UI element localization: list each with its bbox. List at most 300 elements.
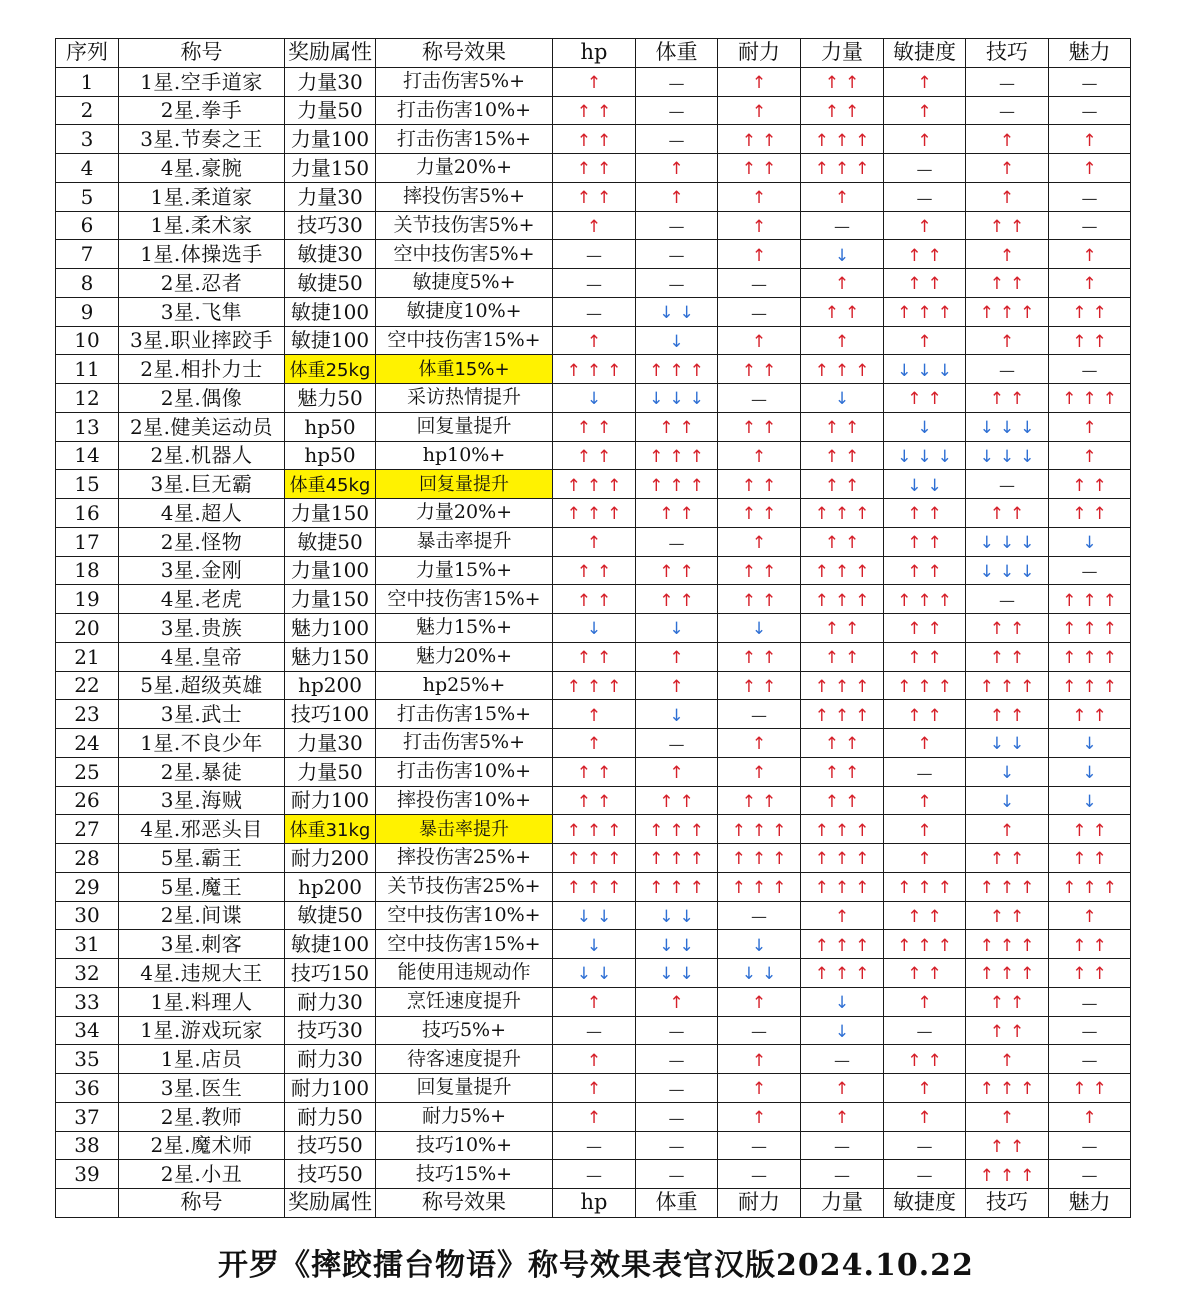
stat-stamina-cell: [718, 757, 801, 786]
up-arrow-icon: ↑: [937, 676, 952, 697]
up-arrow-icon: ↑: [597, 648, 612, 669]
table-row: [56, 1160, 1131, 1189]
up-arrow-icon: ↑: [772, 820, 787, 841]
stat-skill-cell: [966, 297, 1049, 326]
no-change-mark: —: [668, 734, 685, 754]
down-arrow-icon: ↓: [1010, 734, 1025, 755]
down-arrow-icon: ↓: [1082, 763, 1097, 784]
up-arrow-icon: ↑: [917, 791, 932, 812]
down-arrow-icon: ↓: [897, 360, 912, 381]
down-arrow-icon: ↓: [917, 360, 932, 381]
row-num: 13: [56, 412, 119, 441]
stat-stamina-cell: [718, 527, 801, 556]
up-arrow-icon: ↑: [989, 504, 1004, 525]
stat-weight-cell: [636, 297, 718, 326]
up-arrow-icon: ↑: [762, 561, 777, 582]
stat-agility-cell: [884, 211, 966, 240]
up-arrow-icon: ↑: [597, 159, 612, 180]
up-arrow-icon: ↑: [1102, 619, 1117, 640]
up-arrow-icon: ↑: [814, 964, 829, 985]
up-arrow-icon: ↑: [1082, 245, 1097, 266]
stat-charm-cell: [1049, 959, 1131, 988]
stat-stamina-cell: [718, 355, 801, 384]
title-name: 2星.小丑: [119, 1160, 285, 1189]
title-effect: 回复量提升: [376, 412, 553, 441]
stat-skill-cell: [966, 355, 1049, 384]
row-num: 38: [56, 1131, 119, 1160]
title-name: 3星.刺客: [119, 930, 285, 959]
down-arrow-icon: ↓: [1020, 533, 1035, 554]
footer-header-row: [56, 1189, 1131, 1218]
up-arrow-icon: ↑: [679, 791, 694, 812]
stat-agility-cell: [884, 959, 966, 988]
title-name: 2星.相扑力士: [119, 355, 285, 384]
no-change-mark: —: [916, 1022, 933, 1042]
up-arrow-icon: ↑: [855, 935, 870, 956]
stat-strength-cell: [801, 1131, 884, 1160]
up-arrow-icon: ↑: [814, 360, 829, 381]
up-arrow-icon: ↑: [1072, 475, 1087, 496]
up-arrow-icon: ↑: [597, 101, 612, 122]
row-num: 24: [56, 729, 119, 758]
up-arrow-icon: ↑: [927, 1050, 942, 1071]
row-num: 15: [56, 470, 119, 499]
stat-weight-cell: [636, 154, 718, 183]
stat-hp-cell: [553, 1016, 636, 1045]
up-arrow-icon: ↑: [731, 849, 746, 870]
stat-strength-cell: [801, 297, 884, 326]
stat-agility-cell: [884, 556, 966, 585]
stat-hp-cell: [553, 729, 636, 758]
table-row: [56, 96, 1131, 125]
up-arrow-icon: ↑: [597, 763, 612, 784]
no-change-mark: —: [586, 246, 602, 266]
table-row: [56, 527, 1131, 556]
table-row: [56, 125, 1131, 154]
stat-agility-cell: [884, 729, 966, 758]
up-arrow-icon: ↑: [989, 648, 1004, 669]
up-arrow-icon: ↑: [649, 360, 664, 381]
down-arrow-icon: ↓: [999, 763, 1015, 784]
table-row: [56, 930, 1131, 959]
up-arrow-icon: ↑: [1062, 619, 1077, 640]
up-arrow-icon: ↑: [607, 504, 622, 525]
stat-agility-cell: [884, 384, 966, 413]
title-name: 2星.偶像: [119, 384, 285, 413]
no-change-mark: —: [751, 1166, 767, 1186]
title-name: 4星.超人: [119, 499, 285, 528]
title-effect: [376, 470, 553, 499]
up-arrow-icon: ↑: [1082, 130, 1097, 151]
up-arrow-icon: ↑: [751, 734, 767, 755]
stat-skill-cell: [966, 844, 1049, 873]
no-change-mark: —: [1081, 562, 1098, 582]
stat-strength-cell: [801, 872, 884, 901]
no-change-mark: —: [999, 73, 1015, 93]
stat-strength-cell: [801, 1160, 884, 1189]
stat-agility-cell: [884, 844, 966, 873]
up-arrow-icon: ↑: [751, 878, 767, 899]
table-row: [56, 671, 1131, 700]
down-arrow-icon: ↓: [907, 475, 922, 496]
stat-weight-cell: [636, 412, 718, 441]
down-arrow-icon: ↓: [597, 964, 612, 985]
stat-hp-cell: [553, 297, 636, 326]
up-arrow-icon: ↑: [999, 676, 1015, 697]
row-num: 5: [56, 182, 119, 211]
header-effect: 称号效果: [376, 39, 553, 68]
down-arrow-icon: ↓: [999, 446, 1015, 467]
up-arrow-icon: ↑: [762, 159, 777, 180]
up-arrow-icon: ↑: [1072, 331, 1087, 352]
up-arrow-icon: ↑: [576, 446, 591, 467]
stat-charm-cell: [1049, 527, 1131, 556]
stat-stamina-cell: [718, 182, 801, 211]
stat-strength-cell: [801, 441, 884, 470]
up-arrow-icon: ↑: [586, 676, 602, 697]
row-num: 23: [56, 700, 119, 729]
no-change-mark: —: [999, 591, 1015, 611]
up-arrow-icon: ↑: [1072, 935, 1087, 956]
title-name: 3星.节奏之王: [119, 125, 285, 154]
stat-skill-cell: [966, 326, 1049, 355]
stat-strength-cell: [801, 844, 884, 873]
stat-hp-cell: [553, 1160, 636, 1189]
table-row: [56, 614, 1131, 643]
footer-header-weight: 体重: [636, 1189, 718, 1218]
up-arrow-icon: ↑: [917, 820, 932, 841]
up-arrow-icon: ↑: [845, 446, 860, 467]
reward-attribute: 力量30: [285, 729, 376, 758]
no-change-mark: —: [586, 1137, 602, 1157]
stat-hp-cell: [553, 269, 636, 298]
title-name: 1星.料理人: [119, 987, 285, 1016]
header-hp: hp: [553, 39, 636, 68]
up-arrow-icon: ↑: [999, 1165, 1015, 1186]
title-effect: 技巧15%+: [376, 1160, 553, 1189]
stat-weight-cell: [636, 1131, 718, 1160]
stat-agility-cell: [884, 700, 966, 729]
header-agility: 敏捷度: [884, 39, 966, 68]
stat-weight-cell: [636, 96, 718, 125]
up-arrow-icon: ↑: [979, 1165, 994, 1186]
title-effect: 打击伤害10%+: [376, 757, 553, 786]
reward-attribute: 敏捷50: [285, 901, 376, 930]
up-arrow-icon: ↑: [979, 1079, 994, 1100]
stat-skill-cell: [966, 499, 1049, 528]
up-arrow-icon: ↑: [999, 303, 1015, 324]
table-row: [56, 67, 1131, 96]
stat-weight-cell: [636, 441, 718, 470]
up-arrow-icon: ↑: [824, 101, 839, 122]
stat-strength-cell: [801, 240, 884, 269]
up-arrow-icon: ↑: [566, 504, 581, 525]
reward-attribute: 耐力50: [285, 1102, 376, 1131]
up-arrow-icon: ↑: [834, 159, 850, 180]
stat-hp-cell: [553, 987, 636, 1016]
down-arrow-icon: ↓: [834, 1021, 850, 1042]
stat-strength-cell: [801, 1102, 884, 1131]
title-name: 4星.豪腕: [119, 154, 285, 183]
stat-stamina-cell: [718, 441, 801, 470]
no-change-mark: —: [916, 763, 933, 783]
stat-agility-cell: [884, 297, 966, 326]
row-num: 18: [56, 556, 119, 585]
table-row: [56, 355, 1131, 384]
stat-agility-cell: [884, 614, 966, 643]
stat-strength-cell: [801, 269, 884, 298]
up-arrow-icon: ↑: [576, 101, 591, 122]
no-change-mark: —: [1081, 993, 1098, 1013]
table-row: [56, 556, 1131, 585]
title-effect: hp25%+: [376, 671, 553, 700]
title-name: 2星.忍者: [119, 269, 285, 298]
up-arrow-icon: ↑: [917, 130, 932, 151]
reward-attribute: [285, 470, 376, 499]
stat-hp-cell: [553, 959, 636, 988]
reward-attribute: hp200: [285, 872, 376, 901]
title-effect: 力量15%+: [376, 556, 553, 585]
stat-agility-cell: [884, 1160, 966, 1189]
stat-weight-cell: [636, 269, 718, 298]
down-arrow-icon: ↓: [937, 446, 952, 467]
up-arrow-icon: ↑: [834, 906, 850, 927]
up-arrow-icon: ↑: [1082, 676, 1097, 697]
title-effect: 打击伤害15%+: [376, 700, 553, 729]
no-change-mark: —: [668, 1108, 685, 1128]
up-arrow-icon: ↑: [669, 188, 684, 209]
up-arrow-icon: ↑: [824, 619, 839, 640]
down-arrow-icon: ↓: [917, 446, 932, 467]
up-arrow-icon: ↑: [917, 849, 932, 870]
up-arrow-icon: ↑: [576, 648, 591, 669]
stat-skill-cell: [966, 642, 1049, 671]
row-num: 27: [56, 815, 119, 844]
title-effect-text: 暴击率提升: [419, 818, 509, 840]
stat-hp-cell: [553, 182, 636, 211]
no-change-mark: —: [999, 476, 1015, 496]
stat-agility-cell: [884, 154, 966, 183]
up-arrow-icon: ↑: [989, 849, 1004, 870]
reward-attribute: 技巧50: [285, 1160, 376, 1189]
up-arrow-icon: ↑: [834, 188, 850, 209]
stat-weight-cell: [636, 930, 718, 959]
up-arrow-icon: ↑: [597, 561, 612, 582]
up-arrow-icon: ↑: [597, 130, 612, 151]
up-arrow-icon: ↑: [855, 705, 870, 726]
down-arrow-icon: ↓: [659, 303, 674, 324]
up-arrow-icon: ↑: [659, 791, 674, 812]
no-change-mark: —: [1081, 1166, 1098, 1186]
title-effect: 烹饪速度提升: [376, 987, 553, 1016]
up-arrow-icon: ↑: [597, 446, 612, 467]
no-change-mark: —: [751, 303, 767, 323]
up-arrow-icon: ↑: [1062, 590, 1077, 611]
stat-strength-cell: [801, 1074, 884, 1103]
stat-skill-cell: [966, 154, 1049, 183]
stat-hp-cell: [553, 901, 636, 930]
up-arrow-icon: ↑: [586, 705, 602, 726]
up-arrow-icon: ↑: [989, 216, 1004, 237]
down-arrow-icon: ↓: [979, 561, 994, 582]
stat-weight-cell: [636, 1045, 718, 1074]
up-arrow-icon: ↑: [597, 791, 612, 812]
up-arrow-icon: ↑: [999, 159, 1015, 180]
stat-hp-cell: [553, 614, 636, 643]
up-arrow-icon: ↑: [659, 504, 674, 525]
up-arrow-icon: ↑: [937, 590, 952, 611]
up-arrow-icon: ↑: [814, 878, 829, 899]
stat-stamina-cell: [718, 499, 801, 528]
up-arrow-icon: ↑: [607, 878, 622, 899]
up-arrow-icon: ↑: [1072, 303, 1087, 324]
stat-skill-cell: [966, 614, 1049, 643]
row-num: 9: [56, 297, 119, 326]
stat-hp-cell: [553, 125, 636, 154]
table-row: [56, 872, 1131, 901]
no-change-mark: —: [916, 159, 933, 179]
title-effect: 打击伤害15%+: [376, 125, 553, 154]
up-arrow-icon: ↑: [917, 590, 932, 611]
title-name: 4星.皇帝: [119, 642, 285, 671]
up-arrow-icon: ↑: [751, 849, 767, 870]
stat-hp-cell: [553, 1102, 636, 1131]
reward-attribute: hp50: [285, 441, 376, 470]
stat-hp-cell: [553, 815, 636, 844]
stat-weight-cell: [636, 211, 718, 240]
stat-hp-cell: [553, 326, 636, 355]
stat-skill-cell: [966, 901, 1049, 930]
row-num: 21: [56, 642, 119, 671]
table-row: [56, 326, 1131, 355]
header-strength: 力量: [801, 39, 884, 68]
up-arrow-icon: ↑: [751, 1108, 767, 1129]
stat-stamina-cell: [718, 700, 801, 729]
stat-strength-cell: [801, 585, 884, 614]
header-name: 称号: [119, 39, 285, 68]
up-arrow-icon: ↑: [927, 906, 942, 927]
stat-skill-cell: [966, 1160, 1049, 1189]
title-name: 4星.违规大王: [119, 959, 285, 988]
up-arrow-icon: ↑: [999, 331, 1015, 352]
up-arrow-icon: ↑: [927, 533, 942, 554]
stat-agility-cell: [884, 930, 966, 959]
stat-agility-cell: [884, 96, 966, 125]
footer-header-agility: 敏捷度: [884, 1189, 966, 1218]
stat-charm-cell: [1049, 96, 1131, 125]
table-row: [56, 700, 1131, 729]
stat-charm-cell: [1049, 1074, 1131, 1103]
stat-charm-cell: [1049, 67, 1131, 96]
up-arrow-icon: ↑: [855, 820, 870, 841]
up-arrow-icon: ↑: [999, 188, 1015, 209]
stat-agility-cell: [884, 786, 966, 815]
down-arrow-icon: ↓: [679, 906, 694, 927]
table-row: [56, 901, 1131, 930]
reward-attribute: 敏捷30: [285, 240, 376, 269]
stat-charm-cell: [1049, 642, 1131, 671]
up-arrow-icon: ↑: [1102, 676, 1117, 697]
up-arrow-icon: ↑: [1082, 1108, 1097, 1129]
up-arrow-icon: ↑: [669, 360, 684, 381]
row-num: 6: [56, 211, 119, 240]
stat-strength-cell: [801, 901, 884, 930]
down-arrow-icon: ↓: [999, 791, 1015, 812]
title-effect-text: 回复量提升: [419, 473, 509, 495]
table-row: [56, 412, 1131, 441]
footer-header-effect: 称号效果: [376, 1189, 553, 1218]
stat-skill-cell: [966, 930, 1049, 959]
row-num: 36: [56, 1074, 119, 1103]
up-arrow-icon: ↑: [659, 561, 674, 582]
stat-hp-cell: [553, 470, 636, 499]
reward-attribute: 魅力100: [285, 614, 376, 643]
title-effect: 回复量提升: [376, 1074, 553, 1103]
stat-charm-cell: [1049, 585, 1131, 614]
up-arrow-icon: ↑: [566, 849, 581, 870]
up-arrow-icon: ↑: [689, 820, 704, 841]
header-row: [56, 39, 1131, 68]
table-row: [56, 757, 1131, 786]
down-arrow-icon: ↓: [989, 734, 1004, 755]
stat-stamina-cell: [718, 930, 801, 959]
stat-weight-cell: [636, 67, 718, 96]
up-arrow-icon: ↑: [1082, 418, 1097, 439]
up-arrow-icon: ↑: [586, 360, 602, 381]
title-effect: 空中技伤害10%+: [376, 901, 553, 930]
up-arrow-icon: ↑: [566, 676, 581, 697]
stat-skill-cell: [966, 269, 1049, 298]
stat-stamina-cell: [718, 556, 801, 585]
up-arrow-icon: ↑: [845, 791, 860, 812]
up-arrow-icon: ↑: [689, 475, 704, 496]
footer-header-hp: hp: [553, 1189, 636, 1218]
stat-charm-cell: [1049, 729, 1131, 758]
reward-attribute: 敏捷100: [285, 930, 376, 959]
up-arrow-icon: ↑: [814, 590, 829, 611]
up-arrow-icon: ↑: [917, 101, 932, 122]
title-effect: [376, 355, 553, 384]
stat-skill-cell: [966, 211, 1049, 240]
stat-charm-cell: [1049, 1016, 1131, 1045]
stat-skill-cell: [966, 240, 1049, 269]
table-row: [56, 211, 1131, 240]
no-change-mark: —: [751, 907, 767, 927]
down-arrow-icon: ↓: [834, 389, 850, 410]
up-arrow-icon: ↑: [1092, 1079, 1107, 1100]
row-num: 39: [56, 1160, 119, 1189]
no-change-mark: —: [916, 1166, 933, 1186]
up-arrow-icon: ↑: [855, 159, 870, 180]
table-row: [56, 470, 1131, 499]
stat-strength-cell: [801, 1016, 884, 1045]
stat-stamina-cell: [718, 240, 801, 269]
stat-strength-cell: [801, 412, 884, 441]
stat-stamina-cell: [718, 959, 801, 988]
stat-charm-cell: [1049, 872, 1131, 901]
footer-header-charm: 魅力: [1049, 1189, 1131, 1218]
up-arrow-icon: ↑: [917, 1079, 932, 1100]
stat-hp-cell: [553, 240, 636, 269]
down-arrow-icon: ↓: [999, 418, 1015, 439]
title-effect: 魅力20%+: [376, 642, 553, 671]
stat-weight-cell: [636, 815, 718, 844]
up-arrow-icon: ↑: [834, 935, 850, 956]
up-arrow-icon: ↑: [855, 849, 870, 870]
stat-agility-cell: [884, 499, 966, 528]
stat-charm-cell: [1049, 930, 1131, 959]
down-arrow-icon: ↓: [669, 705, 684, 726]
